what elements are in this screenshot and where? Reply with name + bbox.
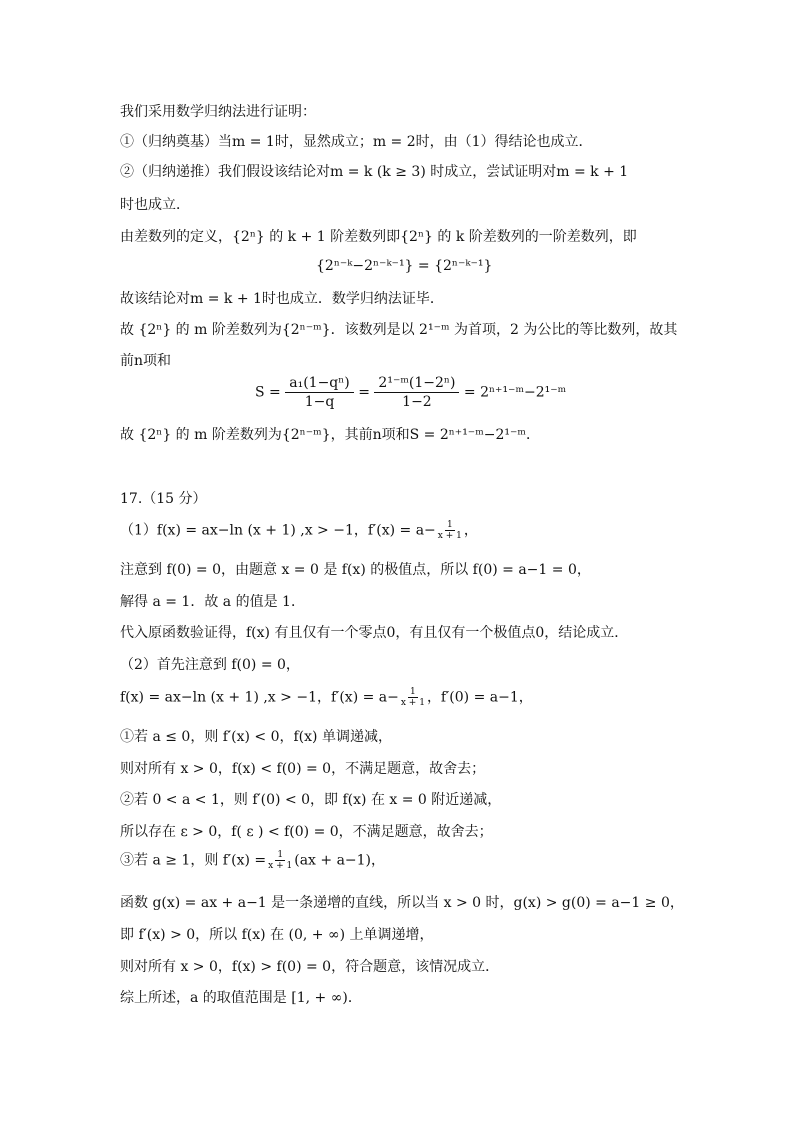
small-fraction xyxy=(436,520,464,541)
part2-intro: （2）首先注意到 f(0) = 0， xyxy=(120,657,300,673)
case3-text: ③若 a ≥ 1，则 f′(x) = xyxy=(120,852,267,869)
induction-step: ②（归纳递推）我们假设该结论对m = k (k ≥ 3) 时成立，尝试证明对m = k + 1 xyxy=(120,164,629,180)
fraction-numerator: a₁(1−qⁿ) xyxy=(285,374,354,393)
fraction-numerator: 2¹⁻ᵐ(1−2ⁿ) xyxy=(374,374,459,393)
part1-solve: 解得 a = 1．故 a 的值是 1． xyxy=(120,594,305,610)
sum-intro: 前n项和 xyxy=(120,353,172,369)
part1-tail: ， xyxy=(463,522,478,539)
sum-formula xyxy=(255,374,566,411)
fraction-denominator: 1−q xyxy=(304,394,335,410)
case3-tail: (ax + a−1)， xyxy=(294,852,386,869)
small-fraction xyxy=(399,687,427,708)
part1-text: （1）f(x) = ax−ln (x + 1) ,x > −1，f′(x) = a− xyxy=(120,522,436,539)
case2: ②若 0 < a < 1，则 f′(0) < 0，即 f(x) 在 x = 0 附近递减， xyxy=(120,792,502,808)
case1: ①若 a ≤ 0，则 f′(x) < 0，f(x) 单调递减， xyxy=(120,729,392,745)
sum-fraction-2 xyxy=(374,374,459,411)
sum-fraction-1 xyxy=(285,374,354,411)
proof-intro: 我们采用数学归纳法进行证明： xyxy=(120,104,316,120)
case1-conclusion: 则对所有 x > 0，f(x) < f(0) = 0，不满足题意，故舍去； xyxy=(120,761,486,777)
induction-step-cont: 时也成立． xyxy=(120,197,190,213)
fraction-denominator: x + 1 xyxy=(268,861,293,871)
final-answer: 综上所述，a 的取值范围是 [1, + ∞)． xyxy=(120,990,362,1006)
case3-conclusion: 则对所有 x > 0，f(x) > f(0) = 0，符合题意，该情况成立． xyxy=(120,959,500,975)
question-number: 17.（15 分） xyxy=(120,491,207,507)
part2-tail: ，f′(0) = a−1， xyxy=(426,689,533,706)
fraction-denominator: x + 1 xyxy=(400,698,425,708)
case3 xyxy=(120,850,385,871)
induction-base: ①（归纳奠基）当m = 1时，显然成立；m = 2时，由（1）得结论也成立． xyxy=(120,134,593,150)
fraction-numerator: 1 xyxy=(277,850,284,860)
fraction-denominator: x + 1 xyxy=(437,531,462,541)
case2-conclusion: 所以存在 ε > 0，f( ε ) < f(0) = 0，不满足题意，故舍去； xyxy=(120,824,493,840)
equals-sign: = xyxy=(358,384,370,401)
difference-definition: 由差数列的定义，{2ⁿ} 的 k + 1 阶差数列即{2ⁿ} 的 k 阶差数列的一阶差数列，即 xyxy=(120,229,637,245)
difference-formula: {2ⁿ⁻ᵏ−2ⁿ⁻ᵏ⁻¹} = {2ⁿ⁻ᵏ⁻¹} xyxy=(316,258,493,274)
geometric-sequence-note: 故 {2ⁿ} 的 m 阶差数列为{2ⁿ⁻ᵐ}．该数列是以 2¹⁻ᵐ 为首项，2 为公比的等比数列，故其 xyxy=(120,322,678,338)
part1-function xyxy=(120,520,478,541)
part2-text: f(x) = ax−ln (x + 1) ,x > −1，f′(x) = a− xyxy=(120,689,399,706)
small-fraction xyxy=(266,850,294,871)
part1-extreme-point: 注意到 f(0) = 0，由题意 x = 0 是 f(x) 的极值点，所以 f(0) = a−1 = 0， xyxy=(120,562,591,578)
part1-verify: 代入原函数验证得，f(x) 有且仅有一个零点0，有且仅有一个极值点0，结论成立． xyxy=(120,625,629,641)
part2-function xyxy=(120,687,533,708)
sum-symbol: S = xyxy=(255,384,281,401)
fraction-numerator: 1 xyxy=(410,687,416,697)
case3-linear: 函数 g(x) = ax + a−1 是一条递增的直线，所以当 x > 0 时，g(x) > g(0) = a−1 ≥ 0， xyxy=(120,895,684,911)
sum-conclusion: 故 {2ⁿ} 的 m 阶差数列为{2ⁿ⁻ᵐ}，其前n项和S = 2ⁿ⁺¹⁻ᵐ−2¹⁻ᵐ． xyxy=(120,427,541,443)
fraction-denominator: 1−2 xyxy=(402,394,432,410)
case3-increasing: 即 f′(x) > 0，所以 f(x) 在 (0, + ∞) 上单调递增， xyxy=(120,927,434,943)
sum-result: = 2ⁿ⁺¹⁻ᵐ−2¹⁻ᵐ xyxy=(463,384,567,401)
induction-conclusion: 故该结论对m = k + 1时也成立．数学归纳法证毕． xyxy=(120,291,444,307)
fraction-numerator: 1 xyxy=(446,520,453,530)
